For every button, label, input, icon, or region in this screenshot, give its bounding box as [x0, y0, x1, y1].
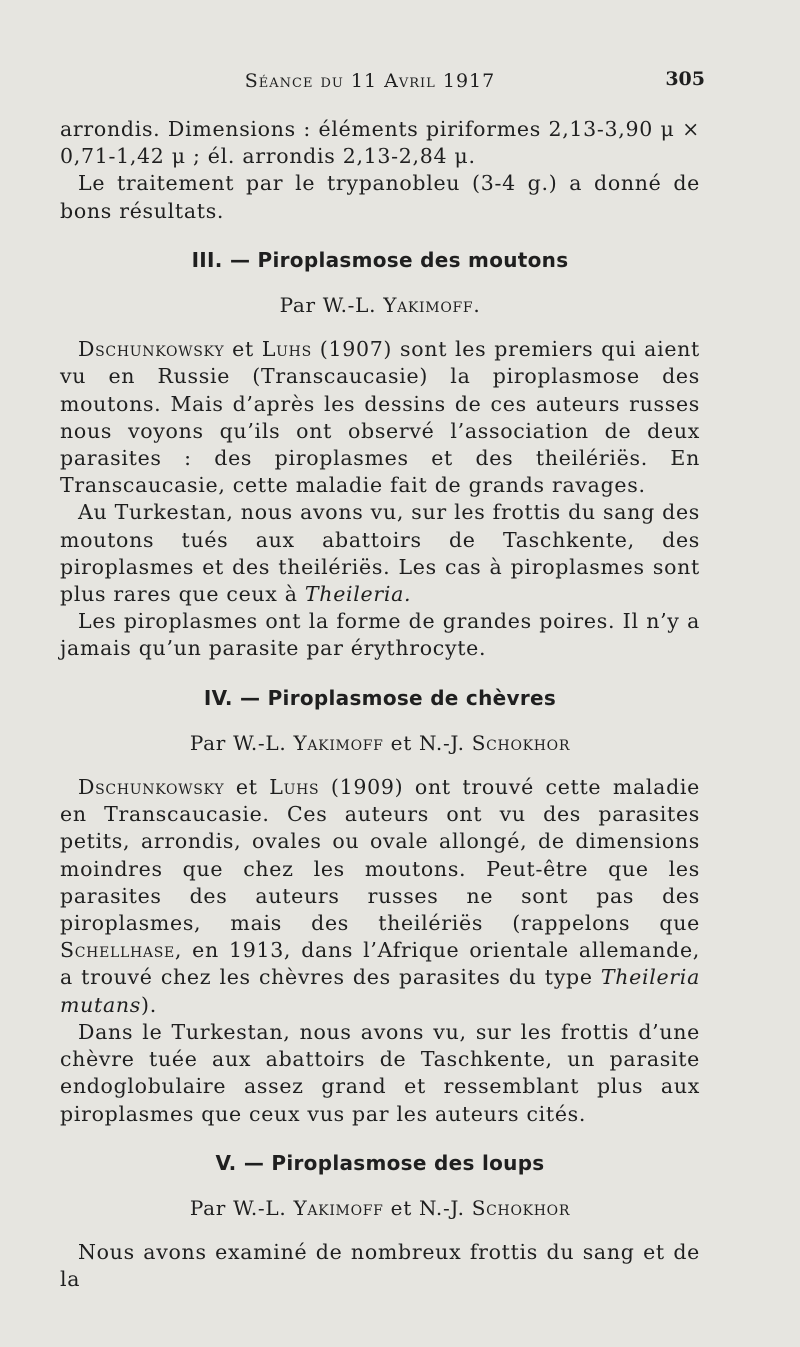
author-name: Schellhase — [60, 938, 175, 963]
section-5-paragraph-1: Nous avons examiné de nombreux frottis du sang et de la — [60, 1240, 700, 1292]
section-3-byline — [60, 292, 700, 319]
section-4-title: IV. — Piroplasmose de chèvres — [203, 685, 557, 710]
byline-author: Yakimoff — [293, 1195, 384, 1220]
byline-author: Schokhor — [471, 1195, 571, 1220]
running-title: Séance du 11 Avril 1917 — [244, 70, 496, 92]
page-number: 305 — [665, 68, 705, 90]
species-name: Theileria mutans — [60, 965, 700, 1017]
author-name: Dschunkowsky — [78, 337, 225, 362]
byline-prefix: Par W.-L. — [279, 293, 384, 318]
section-3-paragraph-2: Au Turkestan, nous avons vu, sur les frottis du sang des moutons tués aux abattoirs de Taschkente, des piroplasmes et des theilériës. Les cas à piroplasmes sont plus rares que ceux à Theileria. — [60, 500, 700, 607]
author-name: Luhs — [269, 775, 320, 800]
byline-author: Schokhor — [471, 730, 571, 755]
section-5-title: V. — Piroplasmose des loups — [215, 1150, 545, 1175]
section-3-paragraph-1: Dschunkowsky et Luhs (1907) sont les premiers qui aient vu en Russie (Transcaucasie) la piroplasmose des moutons. Mais d’après les dessins de ces auteurs russes nous voyons qu’ils ont observé l’association de deux parasites : des piroplasmes et des theilériës. En Transcaucasie, cette maladie fait de grands ravages. — [60, 337, 700, 498]
section-4-byline: Par W.-L. Yakimoff et N.-J. Schokhor — [189, 730, 571, 755]
author-name: Luhs — [261, 337, 312, 362]
byline-author: Yakimoff — [293, 730, 384, 755]
section-4-paragraph-1: Dschunkowsky et Luhs (1909) ont trouvé cette maladie en Transcaucasie. Ces auteurs ont vu des parasites petits, arrondis, ovales ou ovale allongé, de dimensions moindres que chez les moutons. Peut-être que les parasites des auteurs russes ne sont pas des piroplasmes, mais des theilériës (rappelons que Schellhase, en 1913, dans l’Afrique orientale allemande, a trouvé chez les chèvres des parasites du type Theileria mutans). — [60, 775, 701, 1017]
section-3-title: III. — Piroplasmose des moutons — [191, 247, 569, 272]
intro-paragraph-1: arrondis. Dimensions : éléments piriformes 2,13-3,90 μ × 0,71-1,42 μ ; él. arrondis 2,13-2,84 μ. — [60, 117, 700, 169]
body-text — [60, 116, 700, 1294]
intro-paragraph-2: Le traitement par le trypanobleu (3-4 g.) a donné de bons résultats. — [60, 171, 700, 223]
section-5-byline: Par W.-L. Yakimoff et N.-J. Schokhor — [189, 1195, 571, 1220]
species-name: Theileria. — [304, 582, 412, 607]
section-3-paragraph-3: Les piroplasmes ont la forme de grandes poires. Il n’y a jamais qu’un parasite par érythrocyte. — [60, 609, 700, 661]
running-header — [0, 70, 800, 100]
section-4-paragraph-2: Dans le Turkestan, nous avons vu, sur les frottis d’une chèvre tuée aux abattoirs de Taschkente, un parasite endoglobulaire assez grand et ressemblant plus aux piroplasmes que ceux vus par les auteurs cités. — [60, 1019, 700, 1126]
byline-author: Yakimoff. — [383, 293, 481, 318]
author-name: Dschunkowsky — [78, 775, 225, 800]
